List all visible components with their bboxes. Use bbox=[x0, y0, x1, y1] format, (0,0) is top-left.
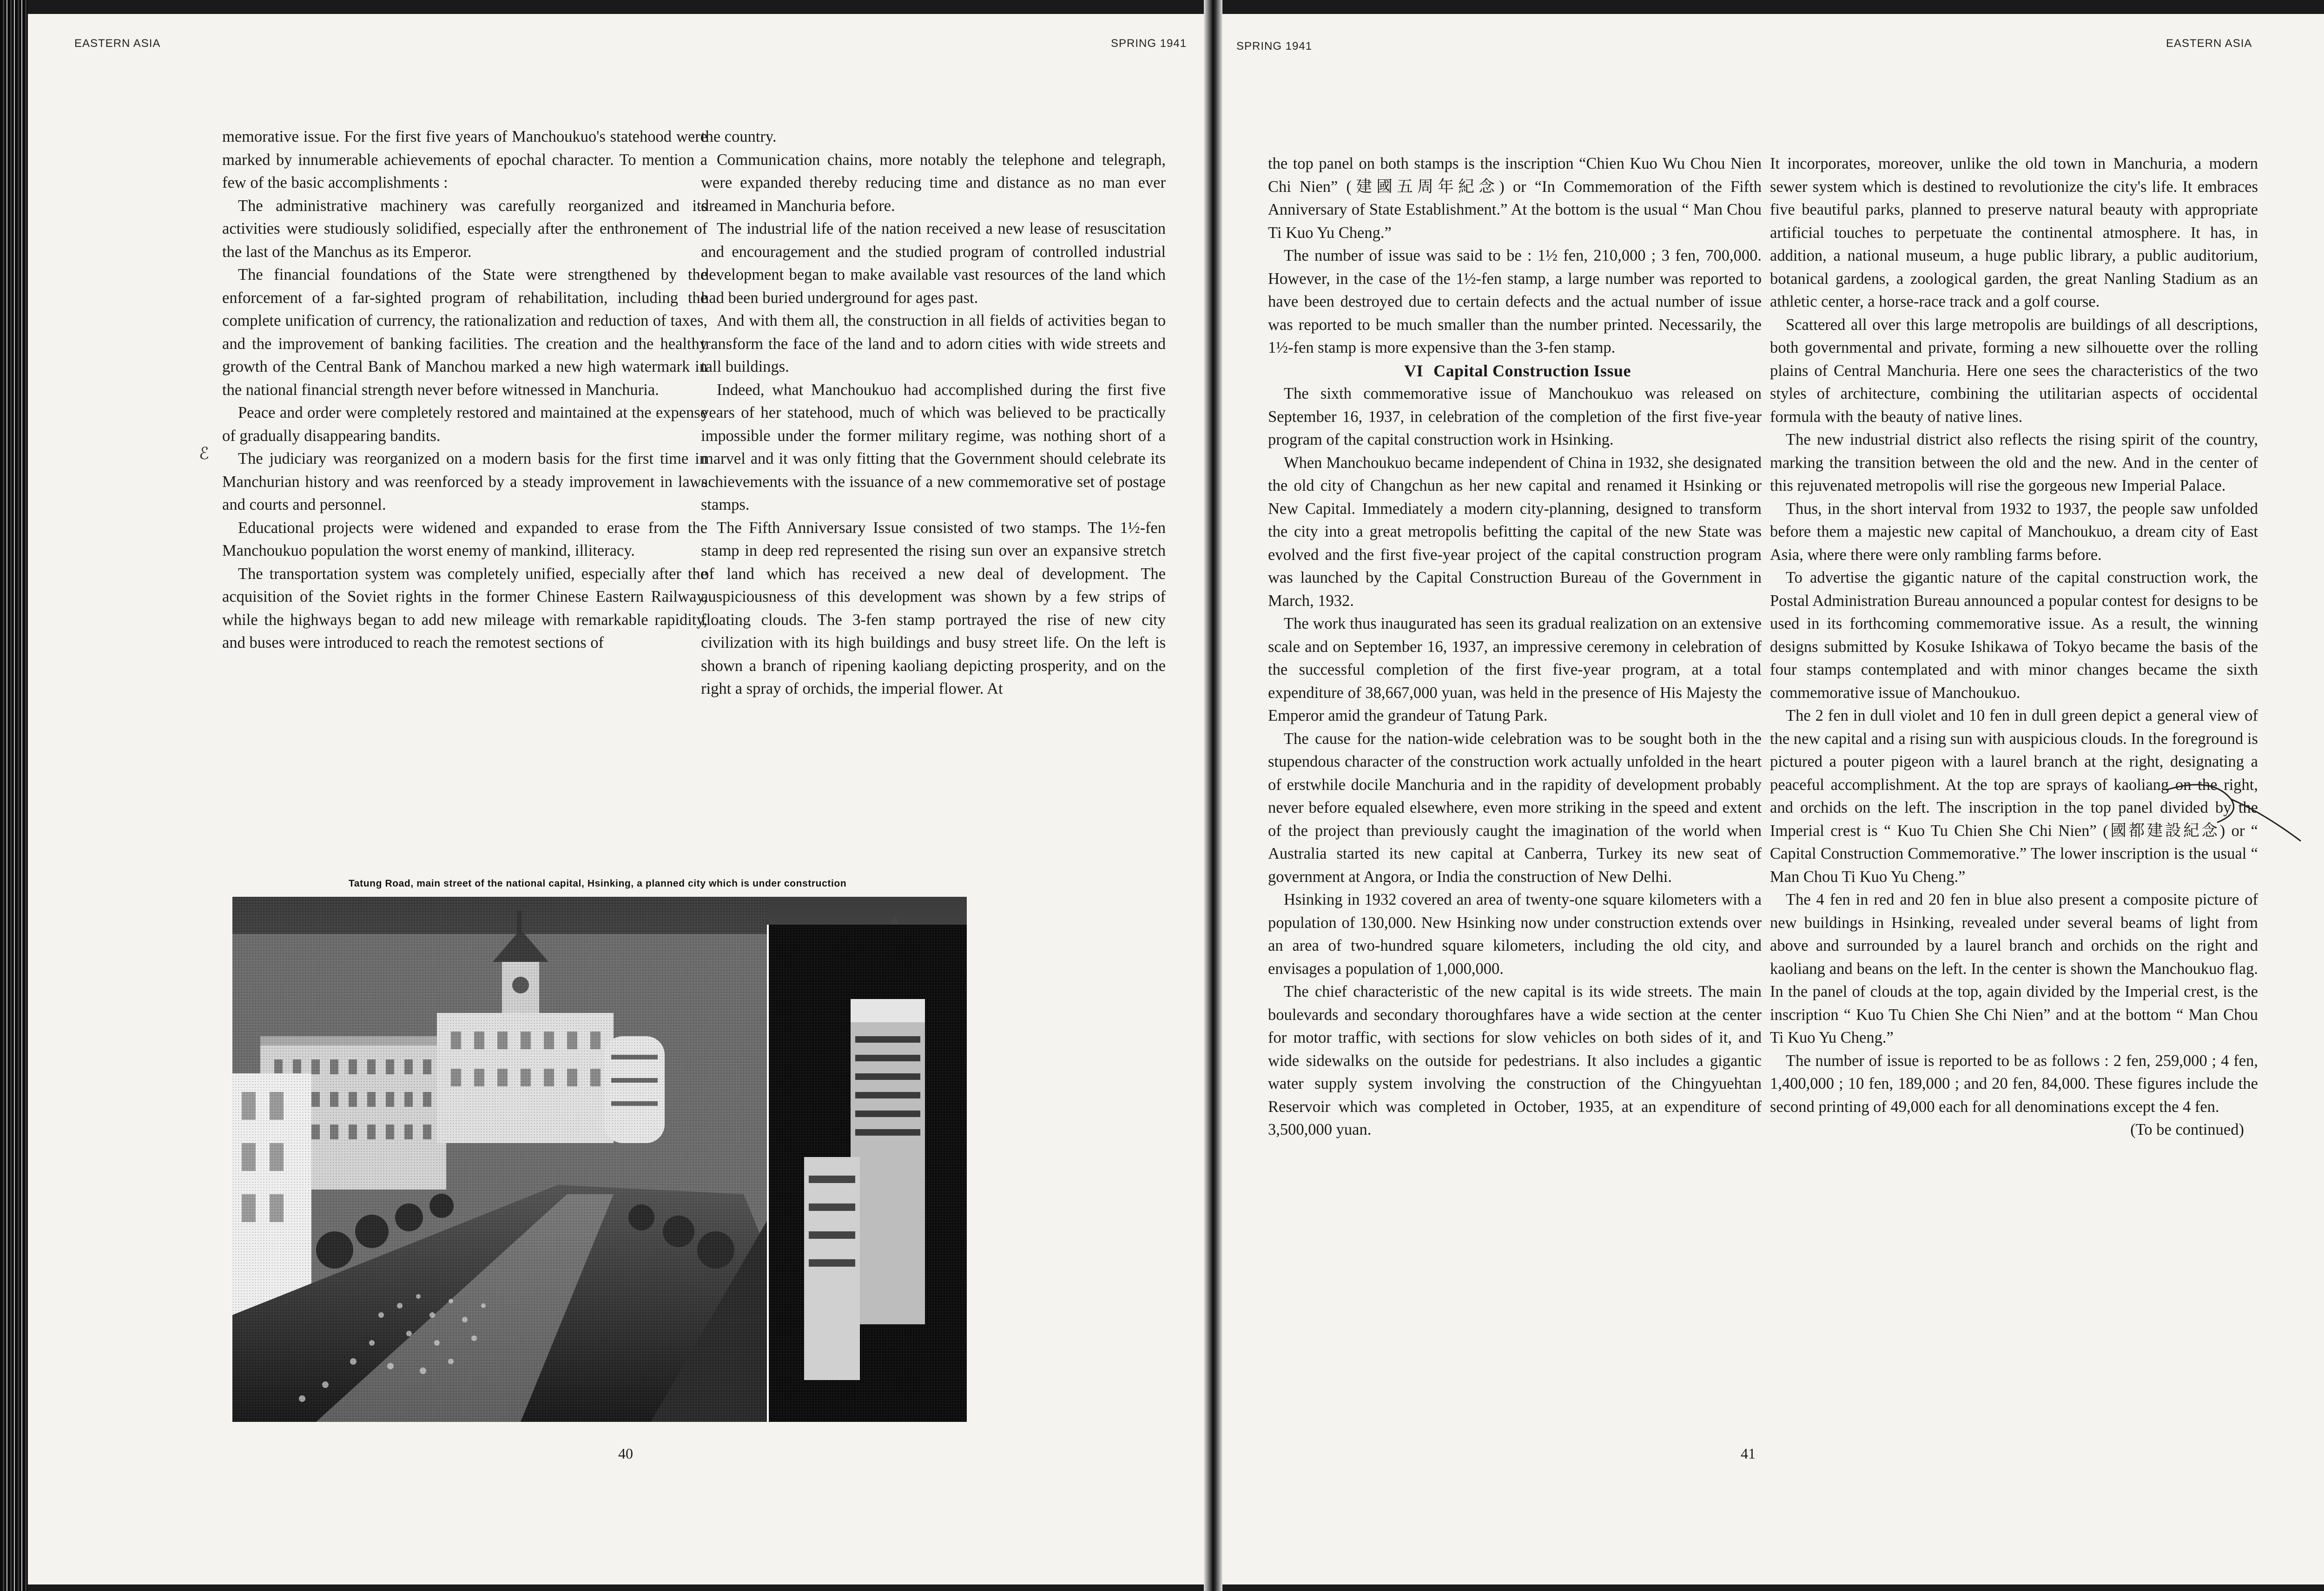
photo-caption: Tatung Road, main street of the national capital, Hsinking, a planned city which is under construction bbox=[349, 878, 847, 889]
scan-border-left bbox=[0, 0, 28, 1591]
paragraph: Communication chains, more notably the telephone and telegraph, were expanded thereby reducing time and distance as no man ever dreamed in Manchuria before. bbox=[701, 151, 1166, 215]
paragraph: The work thus inaugurated has seen its gradual realization on an extensive scale and on September 16, 1937, an impressive ceremony in celebration of the successful completion of the first five-year program, at a total expenditure of 38,667,000 yuan, was held in the presence of His Majesty the Emperor amid the grandeur of Tatung Park. bbox=[1268, 615, 1762, 724]
paragraph: the country. bbox=[701, 128, 777, 145]
continued-note: (To be continued) bbox=[2130, 1121, 2244, 1138]
paragraph: The Fifth Anniversary Issue consisted of two stamps. The 1½-fen stamp in deep red represented the rising sun over an expansive stretch of land which has received a new deal of development. The auspiciousness of this development was shown by a few strips of floating clouds. The 3-fen stamp portrayed the rise of new city civilization with its high buildings and busy street life. On the left is shown a branch of ripening kaoliang depicting prosperity, and on the right a spray of orchids, the imperial flower. At bbox=[701, 519, 1166, 697]
paragraph: The chief characteristic of the new capital is its wide streets. The main boulevards and secondary thoroughfares have a wide section at the center for motor traffic, with sections for slow vehicles on both sides of it, and wide sidewalks on the outside for pedestrians. It also includes a gigantic water supply system involving the construction of the Chingyuehtan Reservoir which was completed in October, 1935, at an expenditure of 3,500,000 yuan. bbox=[1268, 983, 1762, 1138]
paragraph: Indeed, what Manchoukuo had accomplished during the first five years of her statehood, much of which was believed to be practically impossible under the former military regime, was nothing short of a marvel and it was only fitting that the Government should celebrate its achievements with the issuance of a new commemorative set of postage stamps. bbox=[701, 381, 1166, 513]
section-number: VI bbox=[1404, 361, 1423, 380]
paragraph: The cause for the nation-wide celebration was to be sought both in the stupendous character of the construction work actually unfolded in the heart of erstwhile docile Manchuria and in the rapidity of development probably never before equaled elsewhere, even more striking in the speed and extent of the project than previously caught the imagination of the world when Australia started its new capital at Canberra, Turkey its new seat of government at Angora, or India the construction of New Delhi. bbox=[1268, 730, 1762, 886]
paragraph: The number of issue was said to be : 1½ fen, 210,000 ; 3 fen, 700,000. However, in the case of the 1½-fen stamp, a large number was reported to have been destroyed due to certain defects and the actual number of issue was reported to be much smaller than the number printed. Necessarily, the 1½-fen stamp is more expensive than the 3-fen stamp. bbox=[1268, 247, 1762, 356]
paragraph: memorative issue. For the first five years of Manchoukuo's statehood were marked by innumerable achievements of epochal character. To mention a few of the basic accomplishments : bbox=[222, 128, 707, 191]
paragraph: When Manchoukuo became independent of China in 1932, she designated the old city of Changchun as her new capital and renamed it Hsinking or New Capital. Immediately a modern city-planning, designed to transform the city into a great metropolis befitting the capital of the new State was evolved and the first five-year project of the capital construction program was launched by the Capital Construction Bureau of the Government in March, 1932. bbox=[1268, 454, 1762, 610]
running-head-date: SPRING 1941 bbox=[1111, 37, 1187, 50]
section-title: Capital Construction Issue bbox=[1433, 361, 1631, 380]
page-number: 40 bbox=[618, 1445, 633, 1462]
paragraph: The industrial life of the nation received a new lease of resuscitation and encouragement and the studied program of controlled industrial development began to make available vast resources of the land which had been buried underground for ages past. bbox=[701, 220, 1166, 307]
running-head: EASTERN ASIA bbox=[74, 37, 161, 50]
paragraph: The transportation system was completely unified, especially after the acquisition of the Soviet rights in the former Chinese Eastern Railway, while the highways began to add new mileage with remarkable rapidity, and buses were introduced to reach the remotest sections of bbox=[222, 565, 707, 651]
page-41 bbox=[1222, 14, 2324, 1584]
paragraph: And with them all, the construction in all fields of activities began to transform the face of the land and to adorn cities with wide streets and tall buildings. bbox=[701, 312, 1166, 375]
book-gutter bbox=[1204, 0, 1222, 1591]
paragraph: Hsinking in 1932 covered an area of twenty-one square kilometers with a population of 130,000. New Hsinking now under construction extends over an area of two-hundred square kilometers, including the old city, and envisages a population of 1,000,000. bbox=[1268, 891, 1762, 978]
section-heading bbox=[1268, 360, 1762, 383]
text-column-2 bbox=[1770, 152, 2258, 1142]
page-number: 41 bbox=[1741, 1445, 1756, 1462]
text-column-1 bbox=[1268, 152, 1762, 1142]
paragraph: The administrative machinery was carefully reorganized and its activities were studiously solidified, especially after the enthronement of the last of the Manchus as its Emperor. bbox=[222, 197, 707, 261]
paragraph: To advertise the gigantic nature of the capital construction work, the Postal Administration Bureau announced a popular contest for designs to be used in its forthcoming commemorative issue. As a result, the winning designs submitted by Kosuke Ishikawa of Tokyo became the basis of the four stamps contemplated and with minor changes became the sixth commemorative issue of Manchoukuo. bbox=[1770, 569, 2258, 702]
paragraph: The new industrial district also reflects the rising spirit of the country, marking the transition between the old and the new. And in the center of this rejuvenated metropolis will rise the gorgeous new Imperial Palace. bbox=[1770, 431, 2258, 494]
paragraph: It incorporates, moreover, unlike the old town in Manchuria, a modern sewer system which is destined to revolutionize the city's life. It embraces five beautiful parks, planned to preserve natural beauty with appropriate artificial touches to perpetuate the continental atmosphere. It has, in addition, a national museum, a huge public library, a public auditorium, botanical gardens, a zoological garden, the great Nanling Stadium as an athletic center, a horse-race track and a golf course. bbox=[1770, 155, 2258, 310]
text-column-1 bbox=[222, 125, 707, 655]
paragraph: Thus, in the short interval from 1932 to 1937, the people saw unfolded before them a majestic new capital of Manchoukuo, a dream city of East Asia, where there were only rambling farms before. bbox=[1770, 500, 2258, 564]
running-head: EASTERN ASIA bbox=[2166, 37, 2252, 50]
paragraph: The judiciary was reorganized on a modern basis for the first time in Manchurian history and was reenforced by a steady improvement in laws and courts and personnel. bbox=[222, 450, 707, 513]
text-column-2 bbox=[701, 125, 1166, 701]
paragraph: The 4 fen in red and 20 fen in blue also present a composite picture of new buildings in Hsinking, revealed under several beams of light from above and surrounded by a laurel branch and orchids on the right and kaoliang and beans on the left. In the center is shown the Manchoukuo flag. In the panel of clouds at the top, again divided by the Imperial crest, is the inscription “ Kuo Tu Chien She Chi Nien” and at the bottom “ Man Chou Ti Kuo Yu Cheng.” bbox=[1770, 891, 2258, 1046]
page-40 bbox=[28, 14, 1204, 1584]
street-photo bbox=[232, 897, 967, 1422]
paragraph: The sixth commemorative issue of Manchoukuo was released on September 16, 1937, in celebration of the completion of the first five-year program of the capital construction work in Hsinking. bbox=[1268, 385, 1762, 448]
paragraph: The number of issue is reported to be as follows : 2 fen, 259,000 ; 4 fen, 1,400,000 ; 10 fen, 189,000 ; and 20 fen, 84,000. These figures include the second printing of 49,000 each for all denominations except the 4 fen. bbox=[1770, 1052, 2258, 1116]
running-head-date: SPRING 1941 bbox=[1236, 40, 1313, 53]
margin-mark: ℰ bbox=[199, 444, 209, 463]
paragraph: Educational projects were widened and expanded to erase from the Manchoukuo population the worst enemy of mankind, illiteracy. bbox=[222, 519, 707, 559]
paragraph: The financial foundations of the State were strengthened by the enforcement of a far-sighted program of rehabilitation, including the complete unification of currency, the rationalization and reduction of taxes, and the improvement of banking facilities. The creation and the healthy growth of the Central Bank of Manchou marked a new high watermark in the national financial strength never before witnessed in Manchuria. bbox=[222, 266, 707, 399]
paragraph: Scattered all over this large metropolis are buildings of all descriptions, both governmental and private, forming a new silhouette over the rolling plains of Central Manchuria. Here one sees the characteristics of the two styles of architecture, combining the utilitarian aspects of occidental formula with the beauty of native lines. bbox=[1770, 316, 2258, 426]
paragraph: The 2 fen in dull violet and 10 fen in dull green depict a general view of the new capital and a rising sun with auspicious clouds. In the foreground is pictured a pouter pigeon with a laurel branch at the right, designating a peaceful accomplishment. At the top are sprays of kaoliang on the right, and orchids on the left. The inscription in the top panel divided by the Imperial crest is “ Kuo Tu Chien She Chi Nien” (國都建設紀念) or “ Capital Construction Commemorative.” The lower inscription is the usual “ Man Chou Ti Kuo Yu Cheng.” bbox=[1770, 707, 2258, 886]
paragraph: Peace and order were completely restored and maintained at the expense of gradually disappearing bandits. bbox=[222, 404, 707, 445]
paragraph: the top panel on both stamps is the inscription “Chien Kuo Wu Chou Nien Chi Nien” (建國五周年紀念) or “In Commemoration of the Fifth Anniversary of State Establishment.” At the bottom is the usual “ Man Chou Ti Kuo Yu Cheng.” bbox=[1268, 155, 1762, 242]
